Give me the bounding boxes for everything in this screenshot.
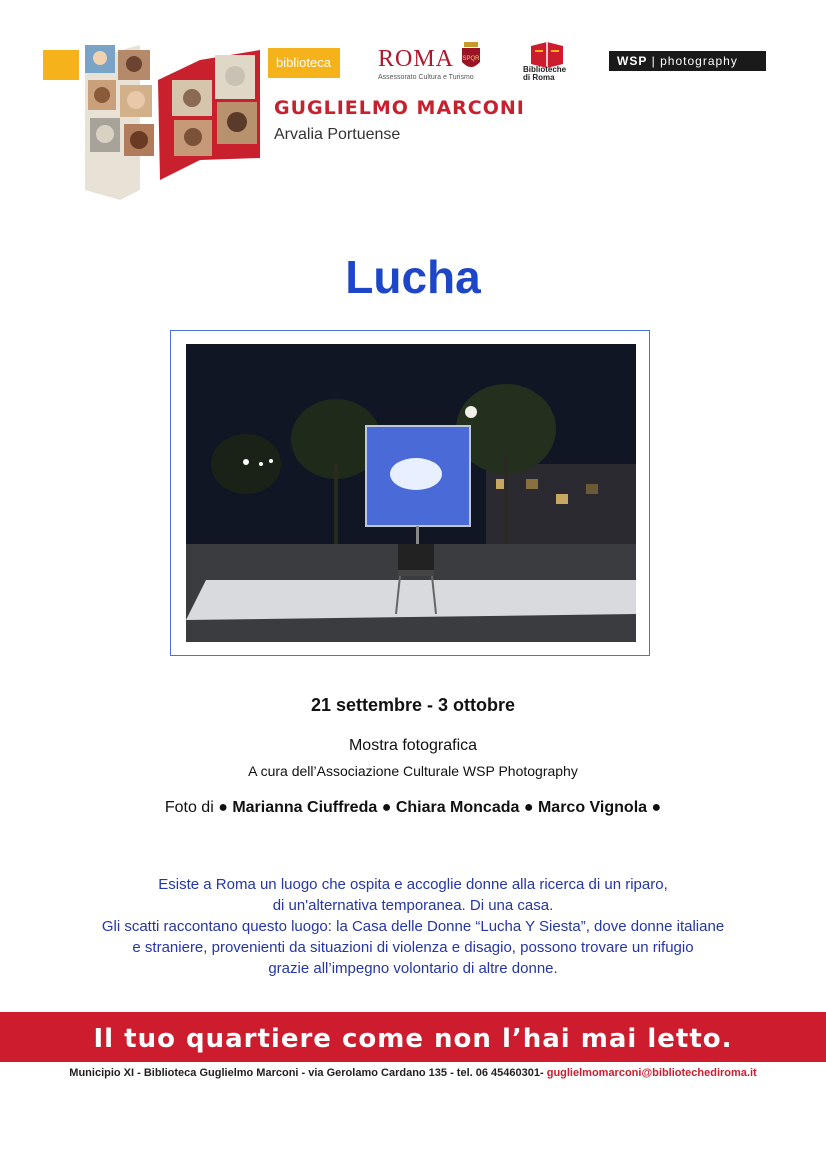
- library-area: Arvalia Portuense: [274, 126, 401, 143]
- exhibition-description: [40, 874, 786, 979]
- photos-by-prefix: Foto di: [164, 799, 214, 816]
- photographer-1: Marianna Ciuffreda: [232, 799, 378, 816]
- photo-frame: [170, 330, 650, 656]
- header: [0, 0, 826, 220]
- footer-email-link[interactable]: guglielmomarconi@bibliotechediroma.it: [546, 1067, 757, 1079]
- exhibition-title: Lucha: [345, 251, 481, 303]
- photographer-3: Marco Vignola: [537, 799, 648, 816]
- biblioteca-label: biblioteca: [268, 48, 340, 78]
- library-logo-collage: [80, 40, 265, 200]
- wsp-logo-bold: WSP: [617, 54, 648, 68]
- wsp-logo-rest: | photography: [647, 54, 738, 68]
- footer-contact: [0, 1067, 826, 1079]
- roma-crest-icon: [460, 42, 482, 72]
- description-line-3: Gli scatti raccontano questo luogo: la Casa delle Donne “Lucha Y Siesta”, dove donne italiane: [101, 918, 725, 935]
- logo-accent-bar: [43, 50, 79, 80]
- photographer-2: Chiara Moncada: [395, 799, 520, 816]
- wsp-photography-logo: [609, 51, 766, 71]
- description-line-4: e straniere, provenienti da situazioni di violenza e disagio, possono trovare un rifugio: [132, 939, 694, 956]
- description-line-5: grazie all’impegno volontario di altre donne.: [268, 960, 558, 977]
- exhibition-type: Mostra fotografica: [348, 737, 478, 754]
- curator-line: A cura dell’Associazione Culturale WSP Photography: [248, 763, 578, 779]
- photographers-line: Foto di ● Marianna Ciuffreda ● Chiara Moncada ● Marco Vignola ●: [164, 799, 662, 816]
- description-line-1: Esiste a Roma un luogo che ospita e accoglie donne alla ricerca di un riparo,: [158, 876, 668, 893]
- biblioteche-logo-text: Biblioteche di Roma: [523, 65, 567, 82]
- svg-text:SPQR: SPQR: [462, 56, 480, 62]
- footer-address: Municipio XI - Biblioteca Guglielmo Marconi - via Gerolamo Cardano 135 - tel. 06 45460301-: [69, 1067, 544, 1079]
- roma-subtitle: Assessorato Cultura e Turismo: [378, 74, 474, 81]
- description-line-2: di un'alternativa temporanea. Di una casa.: [272, 897, 554, 914]
- exhibition-photo: [186, 344, 636, 642]
- roma-logo: ROMA: [378, 46, 455, 72]
- exhibition-dates: 21 settembre - 3 ottobre: [310, 695, 516, 715]
- library-name: GUGLIELMO MARCONI: [274, 97, 525, 119]
- slogan-banner: Il tuo quartiere come non l’hai mai letto.: [0, 1012, 826, 1062]
